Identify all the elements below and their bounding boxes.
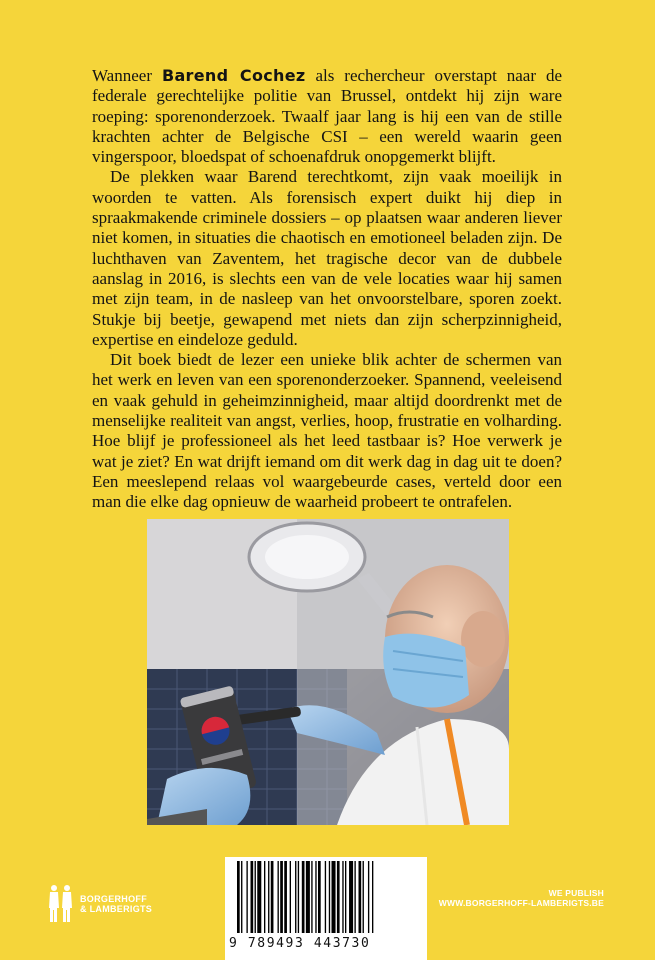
barcode-bar	[354, 861, 355, 933]
barcode-bar	[349, 861, 353, 933]
barcode-bar	[359, 861, 362, 933]
publisher-website: WWW.BORGERHOFF-LAMBERIGTS.BE	[438, 898, 604, 908]
publisher-tagline	[439, 888, 604, 908]
barcode-bar	[241, 861, 242, 933]
author-name: Barend Cochez	[161, 66, 306, 85]
blurb-text	[92, 66, 562, 513]
barcode-bar	[368, 861, 369, 933]
blurb-paragraph-2: De plekken waar Barend terechtkomt, zijn vaak moeilijk in woorden te vatten. Als forensisch expert duikt hij diep in spraakmakende criminele dossiers – op plaatsen waar anderen liever niet komen, in situaties die chaotisch en emotioneel beladen zijn. De luchthaven van Zaventem, het tragische decor van de dubbele aanslag in 2016, is slechts een van de vele locaties waar hij samen met zijn team, in de nasleep van het onvoorstelbare, sporen zoekt. Stukje bij beetje, gewapend met niets dan zijn scherpzinnigheid, expertise en eindeloze geduld.	[92, 167, 562, 349]
forensic-photo-illustration	[147, 519, 509, 825]
barcode-bar	[306, 861, 310, 933]
blurb-paragraph-1	[92, 66, 562, 167]
barcode-bar	[295, 861, 296, 933]
publisher-name	[80, 894, 152, 914]
publisher-name-line2: & LAMBERIGTS	[80, 904, 153, 914]
blurb-p1-rest: als rechercheur overstapt naar de federale gerechtelijke politie van Brussel, ontdekt hij zijn ware roeping: sporenonderzoek. Twaalf jaar lang is hij een van de stille krachten achter de Belgische CSI – een wereld waarin geen vingerspoor, bloedspat of schoenafdruk onopgemerkt blijft.	[92, 66, 563, 167]
barcode-bar	[268, 861, 269, 933]
barcode-bar	[264, 861, 265, 933]
barcode-bar	[271, 861, 274, 933]
barcode-bar	[284, 861, 287, 933]
barcode-bar	[325, 861, 326, 933]
barcode-bar	[255, 861, 256, 933]
barcode-bar	[278, 861, 279, 933]
blurb-paragraph-3: Dit boek biedt de lezer een unieke blik achter de schermen van het werk en leven van een sporenonderzoeker. Spannend, veeleisend en vaak gehuld in geheimzinnigheid, maar altijd doordrenkt met de menselijke realiteit van angst, verlies, hoop, frustratie en volharding. Hoe blijf je professioneel als het leed tastbaar is? Hoe verwerk je wat je ziet? En wat drijft iemand om dit werk dag in dag uit te doen? Een meeslepend relaas vol waargebeurde cases, verteld door een man die elke dag opnieuw de waarheid probeert te ontrafelen.	[92, 350, 562, 512]
barcode-bar	[318, 861, 321, 933]
blurb-p1-lead: Wanneer	[92, 66, 162, 85]
barcode-bars	[235, 861, 417, 935]
tagline-text: WE PUBLISH	[548, 888, 604, 898]
isbn-number: 9 789493 443730	[229, 936, 371, 951]
barcode-bar	[257, 861, 261, 933]
barcode-bar	[290, 861, 291, 933]
barcode-bar	[332, 861, 336, 933]
barcode-bar	[363, 861, 364, 933]
publisher-name-line1: BORGERHOFF	[80, 894, 147, 904]
barcode-bar	[372, 861, 373, 933]
barcode-bar	[246, 861, 247, 933]
publisher-logo-icon	[46, 884, 76, 928]
barcode-bar	[329, 861, 330, 933]
barcode-bar	[298, 861, 299, 933]
barcode-bar	[345, 861, 346, 933]
barcode-bar	[315, 861, 316, 933]
barcode-bar	[311, 861, 312, 933]
cover-photo	[147, 519, 509, 825]
barcode-bar	[280, 861, 283, 933]
barcode-bar	[251, 861, 254, 933]
isbn-barcode	[225, 857, 427, 960]
barcode-bar	[302, 861, 305, 933]
barcode-bar	[342, 861, 343, 933]
barcode-bar	[337, 861, 340, 933]
barcode-bar	[237, 861, 240, 933]
